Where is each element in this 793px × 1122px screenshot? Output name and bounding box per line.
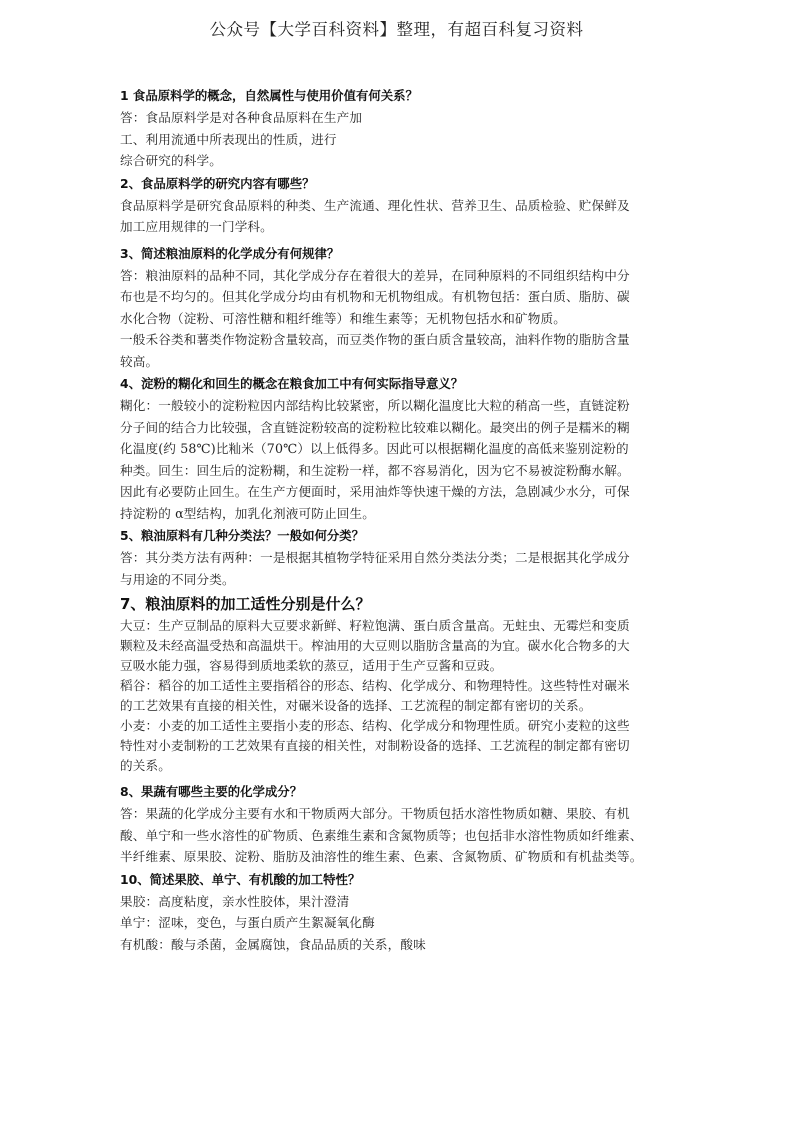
answer-line: 与用途的不同分类。 <box>120 571 235 587</box>
answer-line: 较高。 <box>120 353 159 369</box>
answer-line: 有机酸：酸与杀菌，金属腐蚀，食品品质的关系，酸味 <box>120 936 426 952</box>
answer-line: 稻谷：稻谷的加工适性主要指稻谷的形态、结构、化学成分、和物理特性。这些特性对碾米 <box>120 678 630 693</box>
section-8 <box>120 782 682 868</box>
section-2 <box>120 174 682 238</box>
answer-line: 答：粮油原料的品种不同，其化学成分存在着很大的差异，在同种原料的不同组织结构中分 <box>120 267 630 283</box>
answer-line: 特性对小麦制粉的工艺效果有直接的相关性，对制粉设备的选择、工艺流程的制定都有密切 <box>120 738 630 753</box>
answer-line: 果胶：高度粘度，亲水性胶体，果汁澄清 <box>120 893 350 909</box>
question-heading: 7、粮油原料的加工适性分别是什么？ <box>120 595 371 613</box>
answer-line: 综合研究的科学。 <box>120 153 222 168</box>
answer-line: 布也是不均匀的。但其化学成分均由有机物和无机物组成。有机物包括：蛋白质、脂肪、碳 <box>120 289 630 304</box>
question-heading: 2、食品原料学的研究内容有哪些？ <box>120 175 315 191</box>
answer-line: 的工艺效果有直接的相关性，对碾米设备的选择、工艺流程的制定都有密切的关系。 <box>120 698 592 713</box>
answer-line: 工、利用流通中所表现出的性质，进行 <box>120 131 337 147</box>
answer-line: 大豆：生产豆制品的原料大豆要求新鲜、籽粒饱满、蛋白质含量高。无蛀虫、无霉烂和变质 <box>120 618 630 633</box>
answer-line: 半纤维素、原果胶、淀粉、脂肪及油溶性的维生素、色素、含氮物质、矿物质和有机盐类等。 <box>120 849 643 864</box>
answer-line: 化温度(约 58℃)比籼米（70℃）以上低得多。因此可以根据糊化温度的高低来鉴别淀粉的 <box>120 441 629 456</box>
answer-line: 小麦：小麦的加工适性主要指小麦的形态、结构、化学成分和物理性质。研究小麦粒的这些 <box>120 718 630 733</box>
answer-line: 答：其分类方法有两种：一是根据其植物学特征采用自然分类法分类；二是根据其化学成分 <box>120 550 630 565</box>
answer-line: 种类。回生：回生后的淀粉糊，和生淀粉一样，都不容易消化，因为它不易被淀粉酶水解。 <box>120 462 630 478</box>
section-5 <box>120 526 682 590</box>
answer-line: 的关系。 <box>120 758 171 773</box>
section-7 <box>120 593 682 776</box>
answer-line: 食品原料学是研究食品原料的种类、生产流通、理化性状、营养卫生、品质检验、贮保鲜及 <box>120 197 630 213</box>
section-10 <box>120 870 682 956</box>
answer-line: 因此有必要防止回生。在生产方便面时，采用油炸等快速干燥的方法，急剧减少水分，可保 <box>120 484 630 499</box>
answer-line: 水化合物（淀粉、可溶性糖和粗纤维等）和维生素等；无机物包括水和矿物质。 <box>120 310 567 326</box>
answer-line: 加工应用规律的一门学科。 <box>120 219 273 234</box>
answer-line: 糊化：一般较小的淀粉粒因内部结构比较紧密，所以糊化温度比大粒的稍高一些，直链淀粉 <box>120 398 630 413</box>
answer-line: 颗粒及未经高温受热和高温烘干。榨油用的大豆则以脂肪含量高的为宜。碳水化合物多的大 <box>120 638 630 653</box>
answer-line: 答：果蔬的化学成分主要有水和干物质两大部分。干物质包括水溶性物质如糖、果胶、有机 <box>120 806 630 821</box>
answer-line: 持淀粉的 α型结构，加乳化剂液可防止回生。 <box>120 505 375 521</box>
answer-line: 酸、单宁和一些水溶性的矿物质、色素维生素和含氮物质等；也包括非水溶性物质如纤维素、 <box>120 827 643 843</box>
answer-line: 答：食品原料学是对各种食品原料在生产加 <box>120 110 363 125</box>
page-header: 公众号【大学百科资料】整理，有超百科复习资料 <box>209 20 584 39</box>
document-body <box>120 84 682 955</box>
question-heading: 10、简述果胶、单宁、有机酸的加工特性？ <box>120 871 361 887</box>
section-3 <box>120 244 682 373</box>
question-heading: 5、粮油原料有几种分类法？一般如何分类？ <box>120 528 365 543</box>
section-1 <box>120 86 682 172</box>
question-heading: 4、淀粉的糊化和回生的概念在粮食加工中有何实际指导意义？ <box>120 376 464 391</box>
question-heading: 8、果蔬有哪些主要的化学成分？ <box>120 784 303 799</box>
section-4 <box>120 374 682 524</box>
question-heading: 3、简述粮油原料的化学成分有何规律？ <box>120 245 340 261</box>
answer-line: 单宁：涩味，变色，与蛋白质产生絮凝氧化酶 <box>120 915 375 930</box>
answer-line: 豆吸水能力强，容易得到质地柔软的蒸豆，适用于生产豆酱和豆豉。 <box>120 658 503 673</box>
answer-line: 分子间的结合力比较强，含直链淀粉较高的淀粉粒比较难以糊化。最突出的例子是糯米的糊 <box>120 419 630 435</box>
answer-line: 一般禾谷类和薯类作物淀粉含量较高，而豆类作物的蛋白质含量较高，油料作物的脂肪含量 <box>120 332 630 347</box>
question-heading: 1 食品原料学的概念，自然属性与使用价值有何关系？ <box>120 88 418 103</box>
